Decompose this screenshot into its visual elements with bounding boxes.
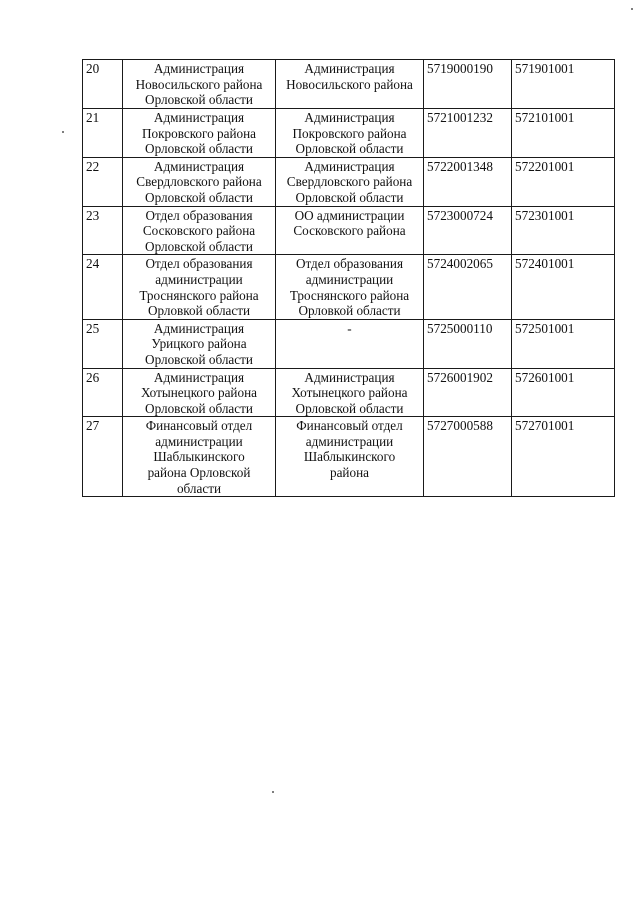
- short-name-line: Финансовый отдел: [296, 418, 403, 434]
- organization-name-line: Орловской области: [145, 141, 253, 157]
- short-name-cell: [276, 255, 424, 319]
- row-number: 23: [83, 206, 123, 255]
- short-name-line: ОО администрации: [294, 207, 405, 223]
- short-name-line: Отдел образования: [295, 256, 404, 272]
- organization-name-line: Отдел образования: [145, 256, 253, 272]
- table-row: [83, 319, 615, 368]
- inn-cell: 5721001232: [424, 109, 512, 158]
- organization-name-cell: [123, 319, 276, 368]
- short-name-cell: [276, 157, 424, 206]
- organization-name-line: Хотынецкого района: [140, 385, 257, 401]
- short-name-line: Покровского района: [292, 125, 407, 141]
- table-row: [83, 157, 615, 206]
- table-row: [83, 206, 615, 255]
- kpp-cell: 572601001: [512, 368, 615, 417]
- organization-name-line: Шаблыкинского: [153, 449, 245, 465]
- organization-name-line: Орловской области: [145, 189, 253, 205]
- kpp-cell: 572701001: [512, 417, 615, 497]
- short-name-line: -: [347, 320, 352, 336]
- organization-name-line: Орловской области: [145, 238, 253, 254]
- organization-name-line: Урицкого района: [151, 336, 247, 352]
- row-number: 25: [83, 319, 123, 368]
- scan-speck: [62, 131, 64, 133]
- organization-name-cell: [123, 255, 276, 319]
- organization-name-cell: [123, 368, 276, 417]
- inn-cell: 5725000110: [424, 319, 512, 368]
- organization-name-line: Администрация: [153, 158, 245, 174]
- table-row: [83, 417, 615, 497]
- row-number: 20: [83, 60, 123, 109]
- short-name-line: Администрация: [304, 158, 395, 174]
- short-name-line: Шаблыкинского: [303, 449, 396, 465]
- inn-cell: 5726001902: [424, 368, 512, 417]
- inn-cell: 5719000190: [424, 60, 512, 109]
- row-number: 21: [83, 109, 123, 158]
- organization-name-line: Администрация: [153, 320, 245, 336]
- organization-name-cell: [123, 157, 276, 206]
- short-name-line: Администрация: [304, 61, 395, 76]
- short-name-line: администрации: [305, 433, 394, 449]
- short-name-line: Орловской области: [295, 400, 404, 416]
- kpp-cell: 572501001: [512, 319, 615, 368]
- kpp-cell: 572101001: [512, 109, 615, 158]
- inn-cell: 5727000588: [424, 417, 512, 497]
- short-name-line: администрации: [305, 271, 394, 287]
- row-number: 22: [83, 157, 123, 206]
- row-number: 27: [83, 417, 123, 497]
- short-name-line: Орловской области: [295, 141, 404, 157]
- short-name-cell: [276, 109, 424, 158]
- inn-cell: 5724002065: [424, 255, 512, 319]
- kpp-cell: 572301001: [512, 206, 615, 255]
- short-name-cell: [276, 60, 424, 109]
- kpp-cell: 571901001: [512, 60, 615, 109]
- table-row: [83, 368, 615, 417]
- row-number: 26: [83, 368, 123, 417]
- short-name-line: Администрация: [304, 369, 395, 385]
- row-number: 24: [83, 255, 123, 319]
- organization-name-cell: [123, 206, 276, 255]
- short-name-line: Новосильского района: [286, 76, 413, 92]
- short-name-line: района: [329, 465, 369, 481]
- kpp-cell: 572401001: [512, 255, 615, 319]
- short-name-line: Орловской области: [295, 189, 404, 205]
- organization-name-cell: [123, 109, 276, 158]
- kpp-cell: 572201001: [512, 157, 615, 206]
- organization-name-line: Администрация: [153, 61, 245, 76]
- short-name-cell: [276, 319, 424, 368]
- inn-cell: 5722001348: [424, 157, 512, 206]
- organization-name-line: Орловской области: [145, 92, 253, 108]
- organizations-table: [82, 59, 615, 497]
- short-name-line: Орловкой области: [298, 303, 401, 319]
- organization-name-cell: [123, 417, 276, 497]
- short-name-line: Свердловского района: [286, 174, 413, 190]
- scan-speck: [631, 8, 633, 10]
- scan-speck: [272, 791, 274, 793]
- short-name-line: Хотынецкого района: [291, 385, 408, 401]
- short-name-cell: [276, 206, 424, 255]
- organization-name-cell: [123, 60, 276, 109]
- organization-name-line: Администрация: [153, 369, 245, 385]
- short-name-line: Троснянского района: [289, 287, 410, 303]
- organization-name-line: Отдел образования: [145, 207, 253, 223]
- organization-name-line: администрации: [155, 271, 243, 287]
- inn-cell: 5723000724: [424, 206, 512, 255]
- organization-name-line: Свердловского района: [136, 174, 262, 190]
- short-name-line: Администрация: [304, 110, 395, 125]
- organization-name-line: района Орловской: [147, 465, 251, 481]
- table-row: [83, 109, 615, 158]
- short-name-cell: [276, 417, 424, 497]
- organization-name-line: Покровского района: [141, 125, 257, 141]
- table-row: [83, 60, 615, 109]
- short-name-cell: [276, 368, 424, 417]
- organization-name-line: Орловской области: [145, 351, 253, 367]
- short-name-line: Сосковского района: [293, 223, 406, 239]
- organization-name-line: Орловкой области: [147, 303, 251, 319]
- organization-name-line: Троснянского района: [139, 287, 259, 303]
- table-row: [83, 255, 615, 319]
- organization-name-line: Администрация: [153, 110, 245, 125]
- organization-name-line: области: [176, 480, 222, 496]
- organization-name-line: Сосковского района: [142, 223, 256, 239]
- organization-name-line: Новосильского района: [135, 76, 263, 92]
- organization-name-line: администрации: [155, 433, 243, 449]
- organization-name-line: Финансовый отдел: [145, 418, 253, 434]
- organization-name-line: Орловской области: [145, 400, 253, 416]
